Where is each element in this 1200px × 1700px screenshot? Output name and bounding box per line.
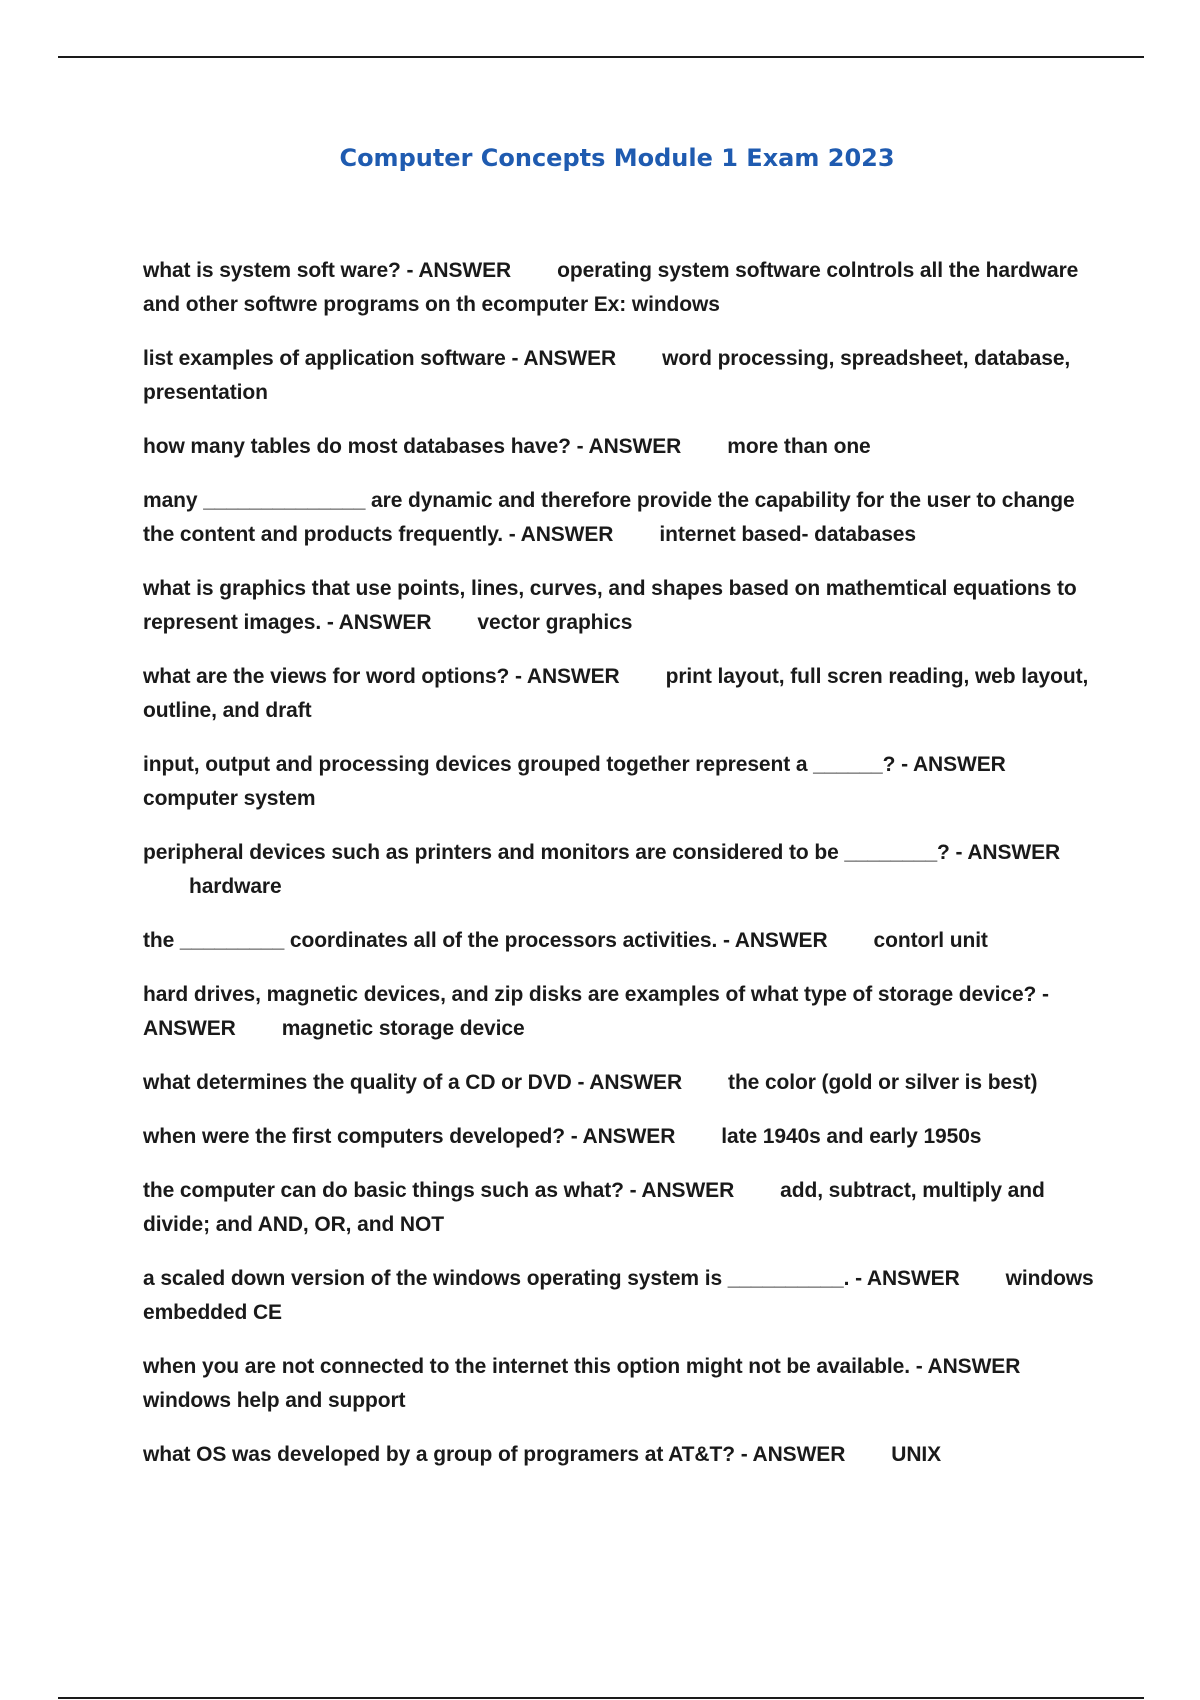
qa-item — [143, 748, 1098, 816]
question-text: hard drives, magnetic devices, and zip disks are examples of what type of storage device? — [143, 983, 1037, 1006]
answer-text: word processing, spreadsheet, database, presentation — [143, 347, 1071, 404]
qa-item — [143, 924, 1098, 958]
answer-text: contorl unit — [873, 929, 988, 952]
answer-text: computer system — [143, 787, 316, 810]
question-text: what are the views for word options? — [143, 665, 510, 688]
question-text: what is system soft ware? — [143, 259, 401, 282]
answer-text: the color (gold or silver is best) — [728, 1071, 1038, 1094]
answer-marker: - ANSWER — [740, 1443, 846, 1466]
answer-marker: - ANSWER — [508, 523, 614, 546]
question-text: how many tables do most databases have? — [143, 435, 571, 458]
answer-marker: - ANSWER — [722, 929, 828, 952]
qa-item — [143, 1174, 1098, 1242]
answer-marker: - ANSWER — [901, 753, 1006, 776]
answer-text: UNIX — [891, 1443, 942, 1466]
answer-text: windows help and support — [143, 1389, 406, 1412]
question-text: the _________ coordinates all of the processors activities. — [143, 929, 718, 952]
answer-text: print layout, full scren reading, web layout, outline, and draft — [143, 665, 1089, 722]
question-text: when were the first computers developed? — [143, 1125, 565, 1148]
qa-item — [143, 1066, 1098, 1100]
answer-marker: - ANSWER — [511, 347, 617, 370]
bottom-rule — [58, 1697, 1144, 1699]
answer-marker: - ANSWER — [143, 983, 1049, 1040]
answer-marker: - ANSWER — [915, 1355, 1021, 1378]
qa-item — [143, 1350, 1098, 1418]
answer-text: internet based- databases — [659, 523, 916, 546]
answer-marker: - ANSWER — [326, 611, 432, 634]
question-text: what OS was developed by a group of programers at AT&T? — [143, 1443, 735, 1466]
question-text: input, output and processing devices grouped together represent a ______? — [143, 753, 896, 776]
qa-item — [143, 1120, 1098, 1154]
question-text: list examples of application software — [143, 347, 506, 370]
qa-item — [143, 1438, 1098, 1472]
answer-text: magnetic storage device — [281, 1017, 525, 1040]
question-text: a scaled down version of the windows operating system is __________. — [143, 1267, 850, 1290]
qa-item — [143, 342, 1098, 410]
answer-text: add, subtract, multiply and divide; and AND, OR, and NOT — [143, 1179, 1045, 1236]
qa-item — [143, 254, 1098, 322]
answer-text: hardware — [189, 875, 282, 898]
answer-text: windows embedded CE — [143, 1267, 1094, 1324]
answer-text: operating system software colntrols all the hardware and other softwre programs on th ecomputer Ex: windows — [143, 259, 1079, 316]
answer-marker: - ANSWER — [406, 259, 512, 282]
question-text: many ______________ are dynamic and therefore provide the capability for the user to change the content and products frequently. — [143, 489, 1075, 546]
question-text: peripheral devices such as printers and monitors are considered to be ________? — [143, 841, 950, 864]
question-text: when you are not connected to the internet this option might not be available. — [143, 1355, 910, 1378]
question-text: what is graphics that use points, lines, curves, and shapes based on mathemtical equations to represent images. — [143, 577, 1077, 634]
answer-marker: - ANSWER — [570, 1125, 676, 1148]
answer-text: vector graphics — [477, 611, 633, 634]
question-text: what determines the quality of a CD or DVD — [143, 1071, 572, 1094]
qa-item — [143, 1262, 1098, 1330]
answer-text: more than one — [727, 435, 871, 458]
answer-marker: - ANSWER — [576, 435, 682, 458]
answer-marker: - ANSWER — [629, 1179, 735, 1202]
top-rule — [58, 56, 1144, 58]
qa-item — [143, 572, 1098, 640]
qa-list — [143, 254, 1098, 1492]
qa-item — [143, 660, 1098, 728]
answer-marker: - ANSWER — [955, 841, 1061, 864]
qa-item — [143, 430, 1098, 464]
answer-text: late 1940s and early 1950s — [721, 1125, 982, 1148]
answer-marker: - ANSWER — [515, 665, 620, 688]
qa-item — [143, 836, 1098, 904]
answer-marker: - ANSWER — [577, 1071, 683, 1094]
answer-marker: - ANSWER — [855, 1267, 960, 1290]
qa-item — [143, 484, 1098, 552]
qa-item — [143, 978, 1098, 1046]
document-title: Computer Concepts Module 1 Exam 2023 — [339, 144, 895, 172]
question-text: the computer can do basic things such as what? — [143, 1179, 624, 1202]
